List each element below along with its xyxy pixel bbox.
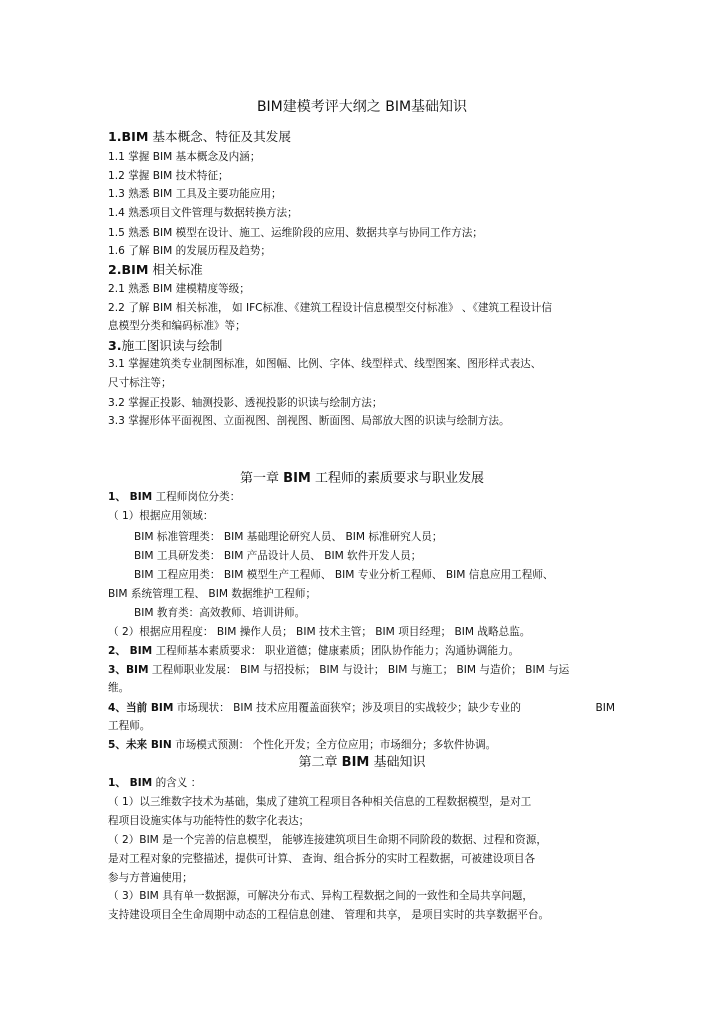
chapter-1-q5-num: 5、 (108, 739, 126, 751)
chapter-1-q3-continued: 维。 (108, 682, 130, 694)
section-1-item: 1.4 熟悉项目文件管理与数据转换方法； (108, 207, 298, 219)
chapter-2-line: （ 2）BIM 是一个完善的信息模型， 能够连接建筑项目生命期不同阶段的数据、过程和资源， (108, 834, 547, 846)
chapter-1-q1-sub1: （ 1）根据应用领域： (108, 510, 214, 522)
section-2-item: 2.2 了解 BIM 相关标准， 如 IFC标准、《建筑工程设计信息模型交付标准》 、《建筑工程设计信 (108, 302, 552, 314)
role-line-education: BIM 教育类：高效教师、培训讲师。 (134, 607, 306, 619)
section-1-item: 1.5 熟悉 BIM 模型在设计、施工、运维阶段的应用、数据共享与协同工作方法； (108, 227, 483, 239)
section-1-item: 1.6 了解 BIM 的发展历程及趋势； (108, 245, 272, 257)
chapter-1-q4-end: BIM (595, 702, 615, 714)
chapter-1-q4-num: 4、 (108, 702, 126, 714)
chapter-1-q4-continued: 工程师。 (108, 720, 151, 732)
section-3-item: 3.3 掌握形体平面视图、立面视图、剖视图、断面图、局部放大图的识读与绘制方法。 (108, 415, 510, 427)
section-3-item: 尺寸标注等； (108, 377, 172, 389)
chapter-1-q4-text: 市场现状： BIM 技术应用覆盖面狭窄；涉及项目的实战较少；缺少专业的 (173, 702, 521, 714)
chapter-2-line: （ 3）BIM 具有单一数据源，可解决分布式、异构工程数据之间的一致性和全局共享问题， (108, 890, 533, 902)
section-2-heading (108, 262, 203, 278)
chapter-1-q1-num: 1、 BIM (108, 491, 153, 503)
chapter-2-q1-text: 的含义 ： (152, 777, 202, 789)
chapter-1-q4-bold: 当前 BIM (125, 702, 174, 714)
chapter-1-q3 (108, 663, 569, 677)
section-2-item: 息模型分类和编码标准》等； (108, 320, 246, 332)
chapter-1-q5 (108, 738, 496, 752)
chapter-1-title-rest: 工程师的素质要求与职业发展 (310, 471, 484, 486)
chapter-1-q1-sub2: （ 2）根据应用程度： BIM 操作人员； BIM 技术主管； BIM 项目经理； BIM 战略总监。 (108, 626, 531, 638)
chapter-1-q5-bold: 未来 BIN (125, 739, 172, 751)
section-1-heading (108, 129, 291, 145)
chapter-1-q1-text: 工程师岗位分类： (152, 491, 241, 503)
chapter-1-q4 (108, 701, 615, 715)
chapter-1-q3-num: 3、BIM (108, 664, 149, 676)
chapter-1-q2-text: 工程师基本素质要求： 职业道德；健康素质；团队协作能力；沟通协调能力。 (152, 645, 520, 657)
chapter-1-title-bim: BIM (283, 471, 311, 486)
chapter-2-line: 参与方普遍使用； (108, 872, 193, 884)
chapter-1-q1 (108, 490, 240, 504)
section-1-heading-text: 基本概念、特征及其发展 (148, 129, 291, 144)
chapter-2-title (0, 754, 724, 772)
section-1-item: 1.2 掌握 BIM 技术特征； (108, 170, 229, 182)
section-3-item: 3.1 掌握建筑类专业制图标准，如图幅、比例、字体、线型样式、线型图案、图形样式表达、 (108, 358, 542, 370)
section-3-heading-num: 3. (108, 338, 122, 353)
role-line: BIM 工具研发类： BIM 产品设计人员、 BIM 软件开发人员； (134, 550, 422, 562)
role-line-continued: BIM 系统管理工程、 BIM 数据维护工程师； (108, 588, 317, 600)
section-2-item: 2.1 熟悉 BIM 建模精度等级； (108, 283, 250, 295)
chapter-2-line: （ 1）以三维数字技术为基础，集成了建筑工程项目各种相关信息的工程数据模型，是对工 (108, 796, 532, 808)
chapter-1-title-prefix: 第一章 (240, 471, 284, 486)
chapter-2-title-prefix: 第二章 (298, 755, 342, 770)
section-2-heading-num: 2.BIM (108, 262, 149, 277)
chapter-1-q4-main (108, 701, 521, 715)
section-3-heading-text: 施工图识读与绘制 (121, 338, 223, 353)
chapter-2-title-bim: BIM (341, 755, 370, 770)
section-1-heading-num: 1.BIM (108, 129, 149, 144)
chapter-1-q2 (108, 644, 519, 658)
chapter-1-q3-text: 工程师职业发展： BIM 与招投标； BIM 与设计； BIM 与施工； BIM 与造价； BIM 与运 (148, 664, 570, 676)
chapter-2-q1-num: 1、 BIM (108, 777, 153, 789)
section-2-heading-text: 相关标准 (148, 262, 203, 277)
chapter-1-title (0, 470, 724, 488)
role-line: BIM 标准管理类： BIM 基础理论研究人员、 BIM 标准研究人员； (134, 531, 443, 543)
chapter-2-title-rest: 基础知识 (369, 755, 426, 770)
chapter-2-line: 程项目设施实体与功能特性的数字化表达； (108, 815, 310, 827)
chapter-2-line: 支持建设项目全生命周期中动态的工程信息创建、 管理和共享， 是项目实时的共享数据平台。 (108, 909, 550, 921)
chapter-2-line: 是对工程对象的完整描述，提供可计算、 查询、组合拆分的实时工程数据，可被建设项目各 (108, 853, 536, 865)
role-line: BIM 工程应用类： BIM 模型生产工程师、 BIM 专业分析工程师、 BIM 信息应用工程师、 (134, 569, 554, 581)
section-3-heading (108, 338, 222, 354)
section-1-item: 1.3 熟悉 BIM 工具及主要功能应用； (108, 188, 282, 200)
section-1-item: 1.1 掌握 BIM 基本概念及内涵； (108, 151, 261, 163)
document-title: BIM建模考评大纲之 BIM基础知识 (256, 99, 468, 115)
chapter-1-q2-num: 2、 BIM (108, 645, 153, 657)
chapter-2-q1 (108, 776, 201, 790)
section-3-item: 3.2 掌握正投影、轴测投影、透视投影的识读与绘制方法； (108, 397, 383, 409)
chapter-1-q5-text: 市场模式预测： 个性化开发；全方位应用；市场细分；多软件协调。 (171, 739, 497, 751)
